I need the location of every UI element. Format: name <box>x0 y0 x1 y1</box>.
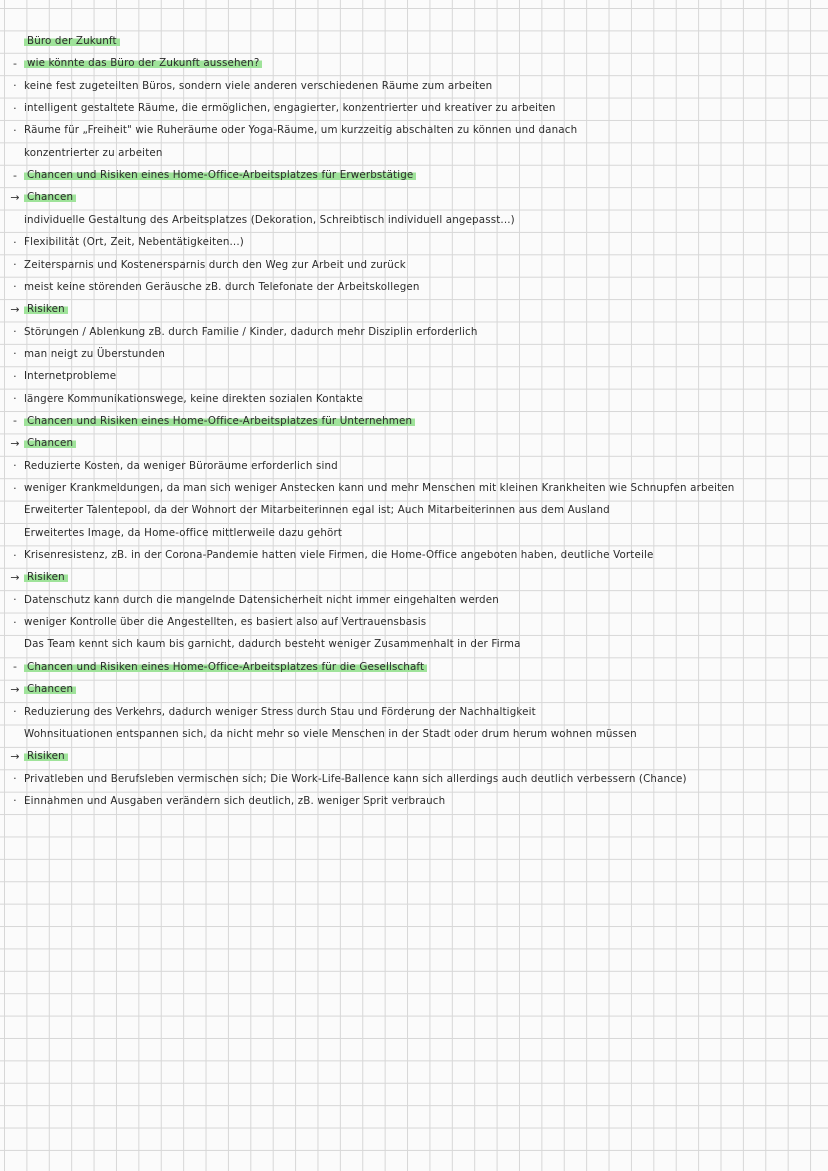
line-text: Störungen / Ablenkung zB. durch Familie / Kinder, dadurch mehr Disziplin erforderlich <box>24 325 478 338</box>
heading-line <box>0 432 828 454</box>
line-text: Einnahmen und Ausgaben verändern sich deutlich, zB. weniger Sprit verbrauch <box>24 794 446 807</box>
arrow-marker: → <box>10 570 20 584</box>
note-line <box>0 790 828 812</box>
line-text: man neigt zu Überstunden <box>24 347 166 360</box>
line-text: Wohnsituationen entspannen sich, da nicht mehr so viele Menschen in der Stadt oder drum herum wohnen müssen <box>24 727 637 740</box>
bullet-marker: · <box>13 280 17 294</box>
note-line <box>0 499 828 521</box>
note-line <box>0 522 828 544</box>
line-text: Das Team kennt sich kaum bis garnicht, dadurch besteht weniger Zusammenhalt in der Firma <box>24 638 521 651</box>
bullet-marker: · <box>13 794 17 808</box>
note-line <box>0 231 828 253</box>
bullet-marker: · <box>13 705 17 718</box>
line-text: Zeitersparnis und Kostenersparnis durch den Weg zur Arbeit und zurück <box>24 258 406 271</box>
line-text: Reduzierte Kosten, da weniger Büroräume erforderlich sind <box>24 459 338 472</box>
note-line <box>0 477 828 499</box>
bullet-marker: · <box>13 615 17 629</box>
note-line <box>0 343 828 365</box>
note-line <box>0 75 828 97</box>
arrow-marker: → <box>10 190 20 204</box>
line-text: Chancen <box>24 437 76 449</box>
line-text: Risiken <box>24 303 68 315</box>
bullet-marker: · <box>13 347 17 361</box>
bullet-marker: · <box>13 392 17 406</box>
heading-line <box>0 30 828 52</box>
bullet-marker: · <box>13 593 17 607</box>
note-line <box>0 365 828 387</box>
note-line <box>0 97 828 119</box>
line-text: Krisenresistenz, zB. in der Corona-Pandemie hatten viele Firmen, die Home-Office angeboten haben, deutliche Vorteile <box>24 549 654 562</box>
heading-line <box>0 566 828 588</box>
bullet-marker: · <box>13 325 17 339</box>
bullet-marker: · <box>13 459 17 473</box>
note-line <box>0 276 828 298</box>
arrow-marker: → <box>10 682 20 696</box>
bullet-marker: · <box>13 258 17 271</box>
bullet-marker: · <box>13 123 17 137</box>
note-line <box>0 723 828 745</box>
line-text: wie könnte das Büro der Zukunft aussehen? <box>24 57 262 69</box>
line-text: Chancen und Risiken eines Home-Office-Arbeitsplatzes für die Gesellschaft <box>24 661 427 673</box>
bullet-marker: · <box>13 772 17 786</box>
line-text: meist keine störenden Geräusche zB. durch Telefonate der Arbeitskollegen <box>24 280 420 293</box>
heading-line <box>0 678 828 700</box>
line-text: intelligent gestaltete Räume, die ermöglichen, engagierter, konzentrierter und kreativer zu arbeiten <box>24 102 556 115</box>
line-text: Reduzierung des Verkehrs, dadurch weniger Stress durch Stau und Förderung der Nachhaltigkeit <box>24 705 536 718</box>
line-text: keine fest zugeteilten Büros, sondern viele anderen verschiedenen Räume zum arbeiten <box>24 79 493 92</box>
note-line <box>0 701 828 723</box>
line-text: Datenschutz kann durch die mangelnde Datensicherheit nicht immer eingehalten werden <box>24 593 499 606</box>
note-line <box>0 633 828 655</box>
heading-line <box>0 186 828 208</box>
line-text: Risiken <box>24 750 68 762</box>
heading-line <box>0 745 828 767</box>
bullet-marker: · <box>13 101 17 115</box>
line-text: Chancen und Risiken eines Home-Office-Arbeitsplatzes für Unternehmen <box>24 415 415 427</box>
note-line <box>0 388 828 410</box>
line-text: Büro der Zukunft <box>24 35 120 47</box>
bullet-marker: · <box>13 79 17 93</box>
line-text: weniger Kontrolle über die Angestellten, es basiert also auf Vertrauensbasis <box>24 616 427 629</box>
bullet-marker: · <box>13 369 17 383</box>
line-text: Chancen <box>24 683 76 695</box>
dash-marker: - <box>12 168 18 182</box>
note-line <box>0 142 828 164</box>
heading-line <box>0 298 828 320</box>
heading-line <box>0 52 828 74</box>
note-line <box>0 611 828 633</box>
dash-marker: - <box>12 56 18 70</box>
arrow-marker: → <box>10 436 20 450</box>
line-text: längere Kommunikationswege, keine direkten sozialen Kontakte <box>24 392 363 405</box>
note-line <box>0 768 828 790</box>
line-text: individuelle Gestaltung des Arbeitsplatzes (Dekoration, Schreibtisch individuell angepasst...) <box>24 213 515 226</box>
note-line <box>0 589 828 611</box>
line-text: weniger Krankmeldungen, da man sich weniger Anstecken kann und mehr Menschen mit kleinen Krankheiten wie Schnupfen arbeiten <box>24 482 735 494</box>
line-text: Räume für „Freiheit" wie Ruheräume oder Yoga-Räume, um kurzzeitig abschalten zu können und danach <box>24 124 578 137</box>
line-text: Chancen <box>24 191 76 203</box>
heading-line <box>0 410 828 432</box>
note-line <box>0 119 828 141</box>
note-line <box>0 544 828 566</box>
bullet-marker: · <box>13 481 17 495</box>
dash-marker: - <box>12 414 18 428</box>
note-line <box>0 254 828 276</box>
line-text: konzentrierter zu arbeiten <box>24 146 163 159</box>
bullet-marker: · <box>13 235 17 249</box>
note-line <box>0 455 828 477</box>
line-text: Erweiterter Talentepool, da der Wohnort der Mitarbeiterinnen egal ist; Auch Mitarbeiterinnen aus dem Ausland <box>24 504 610 517</box>
bullet-marker: · <box>13 548 17 562</box>
line-text: Internetprobleme <box>24 370 117 383</box>
heading-line <box>0 656 828 678</box>
arrow-marker: → <box>10 749 20 763</box>
line-text: Risiken <box>24 571 68 583</box>
line-text: Flexibilität (Ort, Zeit, Nebentätigkeiten...) <box>24 236 244 249</box>
line-text: Privatleben und Berufsleben vermischen sich; Die Work-Life-Ballence kann sich allerdings auch deutlich verbessern (Chance) <box>24 772 687 785</box>
note-line <box>0 209 828 231</box>
heading-line <box>0 164 828 186</box>
arrow-marker: → <box>10 302 20 316</box>
line-text: Erweitertes Image, da Home-office mittlerweile dazu gehört <box>24 526 343 539</box>
line-text: Chancen und Risiken eines Home-Office-Arbeitsplatzes für Erwerbstätige <box>24 169 416 181</box>
dash-marker: - <box>12 660 18 674</box>
note-line <box>0 321 828 343</box>
